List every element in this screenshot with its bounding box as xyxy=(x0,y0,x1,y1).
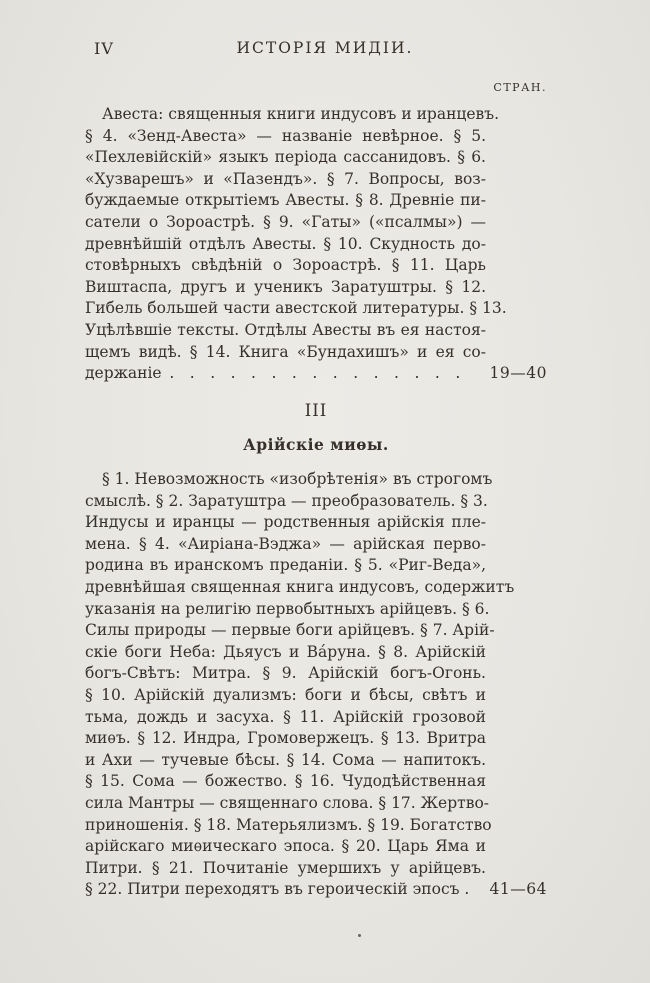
toc-line: сатели о Зороастрѣ. § 9. «Гаты» («псалмы») — xyxy=(85,212,486,231)
toc-line: Силы природы — первые боги арійцевъ. § 7. Арій- xyxy=(85,621,495,640)
page-range: 41—64 xyxy=(489,880,547,899)
toc-line: смыслѣ. § 2. Заратуштра — преобразователь. § 3. xyxy=(85,491,488,510)
toc-line: Авеста: священныя книги индусовъ и иранцевъ. xyxy=(102,105,500,123)
toc-line: Виштаспа, другъ и ученикъ Заратуштры. § 12. xyxy=(85,277,486,296)
toc-line: мена. § 4. «Аиріана-Вэджа» — арійская перво- xyxy=(85,534,486,553)
toc-line: и Ахи — тучевые бѣсы. § 14. Сома — напитокъ. xyxy=(85,750,486,769)
running-title: ИСТОРІЯ МИДІИ. xyxy=(236,39,414,57)
toc-line: Индусы и иранцы — родственныя арійскія пле- xyxy=(85,513,486,532)
toc-line: «Пехлевійскій» языкъ періода сассанидовъ. § 6. xyxy=(85,148,486,167)
chapter-title: Арійскіе миѳы. xyxy=(243,435,389,454)
toc-line: § 1. Невозможность «изобрѣтенія» въ строгомъ xyxy=(102,470,493,488)
toc-line: Гибель большей части авестской литературы. § 13. xyxy=(85,299,507,318)
page-number: IV xyxy=(94,39,114,58)
toc-line: Питри. § 21. Почитаніе умершихъ у арійцевъ. xyxy=(85,858,486,877)
toc-line: держаніе . . . . . . . . . . . . . . . xyxy=(85,364,461,383)
toc-entry-chapter2-continuation xyxy=(85,104,547,385)
toc-line: щемъ видѣ. § 14. Книга «Бундахишъ» и ея со- xyxy=(85,342,486,361)
toc-line: «Хузварешъ» и «Пазендъ». § 7. Вопросы, воз- xyxy=(85,169,486,188)
toc-line: миѳъ. § 12. Индра, Громовержецъ. § 13. Вритра xyxy=(85,729,486,748)
toc-line: § 4. «Зенд-Авеста» — названіе невѣрное. § 5. xyxy=(85,126,486,145)
toc-line: § 15. Сома — божество. § 16. Чудодѣйственная xyxy=(85,772,486,791)
toc-line: древнѣйшій отдѣлъ Авесты. § 10. Скудность до- xyxy=(85,234,486,253)
toc-line: богъ-Свѣтъ: Митра. § 9. Арійскій богъ-Огонь. xyxy=(85,664,486,683)
pages-column-header: СТРАН. xyxy=(493,81,547,94)
toc-line: § 10. Арійскій дуализмъ: боги и бѣсы, свѣтъ и xyxy=(85,685,486,704)
toc-line: указанія на религію первобытныхъ арійцевъ. § 6. xyxy=(85,599,490,618)
chapter-number: III xyxy=(304,401,328,420)
toc-line: буждаемые открытіемъ Авесты. § 8. Древніе пи- xyxy=(85,191,486,210)
toc-line: Уцѣлѣвшіе тексты. Отдѣлы Авесты въ ея настоя- xyxy=(85,320,486,339)
toc-line: древнѣйшая священная книга индусовъ, содержитъ xyxy=(85,577,515,596)
toc-line: родина въ иранскомъ преданіи. § 5. «Риг-Веда», xyxy=(85,556,486,575)
toc-line: сила Мантры — священнаго слова. § 17. Жертво- xyxy=(85,793,490,812)
toc-line: тьма, дождь и засуха. § 11. Арійскій грозовой xyxy=(85,707,486,726)
page-range: 19—40 xyxy=(489,364,547,383)
toc-line: приношенія. § 18. Матерьялизмъ. § 19. Богатство xyxy=(85,815,492,834)
toc-line: стовѣрныхъ свѣдѣній о Зороастрѣ. § 11. Царь xyxy=(85,256,486,275)
toc-entry-text xyxy=(85,104,507,385)
toc-line: § 22. Питри переходятъ въ героическій эпосъ . xyxy=(85,880,470,899)
toc-entry-chapter3 xyxy=(85,469,547,901)
toc-line: скіе боги Неба: Дьяусъ и Ва́руна. § 8. Арійскій xyxy=(85,642,486,661)
toc-entry-text xyxy=(85,469,515,901)
scan-speck xyxy=(358,934,361,937)
toc-line: арійскаго миѳическаго эпоса. § 20. Царь Яма и xyxy=(85,837,486,856)
